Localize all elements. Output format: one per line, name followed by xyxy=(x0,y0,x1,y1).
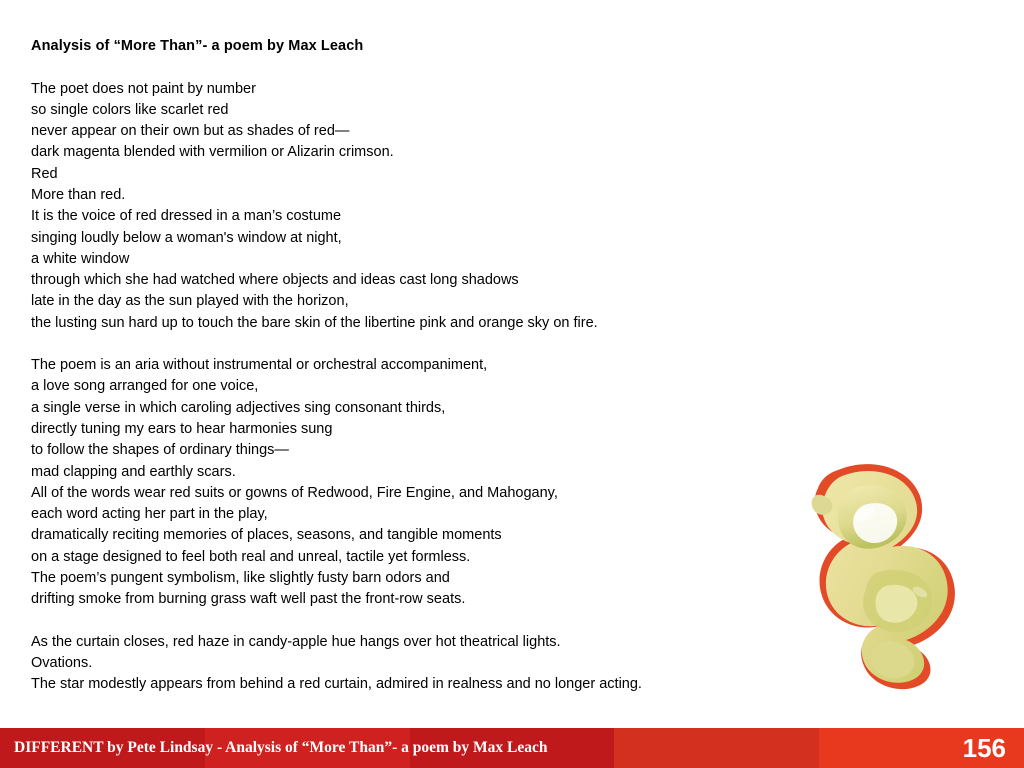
stanza-3 xyxy=(31,632,731,696)
footer-title: DIFFERENT by Pete Lindsay - Analysis of “More Than”- a poem by Max Leach xyxy=(14,739,548,756)
page-number: 156 xyxy=(962,733,1006,763)
footer-banner xyxy=(0,728,1024,768)
poem-line: a single verse in which caroling adjectives sing consonant thirds, xyxy=(31,399,446,416)
poem-line: the lusting sun hard up to touch the bare skin of the libertine pink and orange sky on fire. xyxy=(31,314,598,331)
curled-pepper-image xyxy=(760,452,985,692)
poem-line: singing loudly below a woman's window at night, xyxy=(31,229,342,246)
poem-line: dramatically reciting memories of places, seasons, and tangible moments xyxy=(31,527,502,544)
slide-content xyxy=(31,36,731,696)
page-title: Analysis of “More Than”- a poem by Max Leach xyxy=(31,38,364,54)
poem-line: mad clapping and earthly scars. xyxy=(31,463,236,480)
poem-line: never appear on their own but as shades of red— xyxy=(31,123,350,140)
stanza-2 xyxy=(31,355,731,611)
poem-line: Red xyxy=(31,165,58,182)
poem-line: It is the voice of red dressed in a man’s costume xyxy=(31,208,342,225)
poem-line: on a stage designed to feel both real and unreal, tactile yet formless. xyxy=(31,548,471,565)
poem-line: drifting smoke from burning grass waft well past the front-row seats. xyxy=(31,591,466,608)
poem-line: a love song arranged for one voice, xyxy=(31,378,259,395)
poem-line: The poet does not paint by number xyxy=(31,80,256,97)
poem-line: More than red. xyxy=(31,186,126,203)
stanza-1 xyxy=(31,79,731,335)
poem-line: each word acting her part in the play, xyxy=(31,506,268,523)
poem-line: to follow the shapes of ordinary things— xyxy=(31,442,289,459)
poem-line: dark magenta blended with vermilion or Alizarin crimson. xyxy=(31,144,394,161)
poem-line: The star modestly appears from behind a red curtain, admired in realness and no longer acting. xyxy=(31,676,642,693)
poem-line: The poem’s pungent symbolism, like slightly fusty barn odors and xyxy=(31,570,450,587)
poem-line: through which she had watched where objects and ideas cast long shadows xyxy=(31,272,519,289)
poem-line: The poem is an aria without instrumental or orchestral accompaniment, xyxy=(31,357,488,374)
banner-segment-4 xyxy=(614,728,819,768)
poem-line: As the curtain closes, red haze in candy-apple hue hangs over hot theatrical lights. xyxy=(31,633,561,650)
poem-line: so single colors like scarlet red xyxy=(31,101,229,118)
poem-line: late in the day as the sun played with the horizon, xyxy=(31,293,349,310)
poem-line: All of the words wear red suits or gowns of Redwood, Fire Engine, and Mahogany, xyxy=(31,484,558,501)
poem-line: directly tuning my ears to hear harmonies sung xyxy=(31,420,333,437)
poem-line: Ovations. xyxy=(31,654,93,671)
poem-line: a white window xyxy=(31,250,130,267)
